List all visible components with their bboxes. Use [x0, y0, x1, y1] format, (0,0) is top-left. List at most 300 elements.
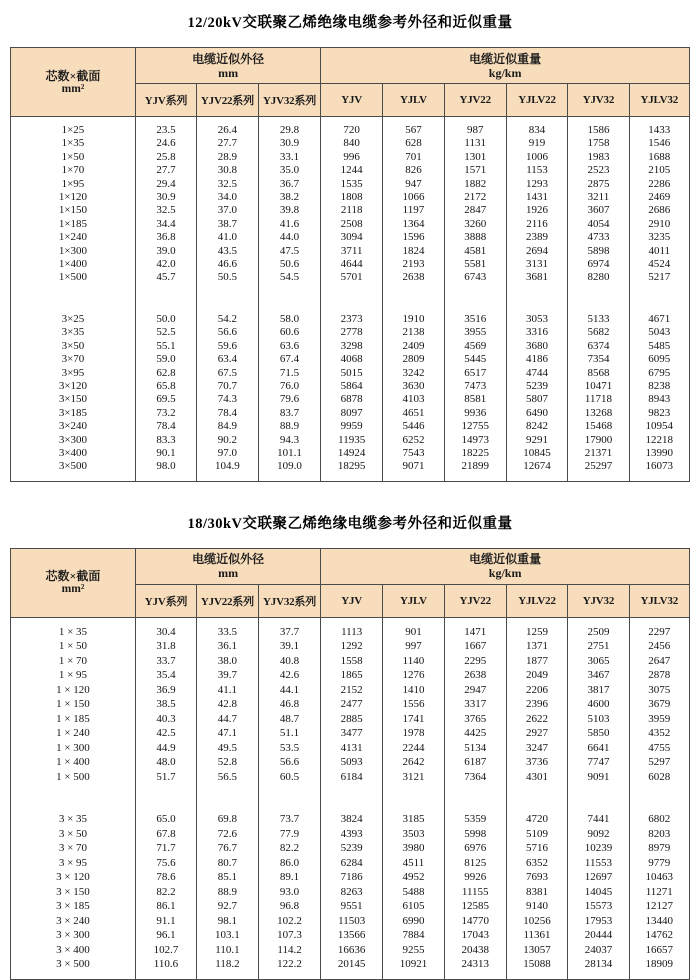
spec-cell: 3×240 — [11, 420, 136, 433]
value-cell: 44.0 — [258, 231, 320, 244]
value-cell: 919 — [506, 137, 568, 150]
value-cell: 2138 — [383, 326, 445, 339]
section-spacer-row — [11, 292, 690, 306]
spec-label: 芯数×截面 — [45, 68, 101, 83]
value-cell: 32.5 — [135, 204, 196, 217]
value-cell: 9092 — [568, 827, 629, 842]
value-cell: 7543 — [383, 447, 445, 460]
value-cell: 6184 — [321, 770, 383, 792]
value-cell: 8581 — [444, 393, 506, 406]
value-cell: 41.1 — [197, 683, 259, 698]
value-cell: 4054 — [568, 218, 629, 231]
value-cell: 3065 — [568, 654, 629, 669]
value-cell: 12697 — [568, 870, 629, 885]
outer-diameter-group-header — [135, 48, 320, 84]
value-cell: 50.6 — [258, 258, 320, 271]
value-cell: 1140 — [383, 654, 445, 669]
value-cell: 1244 — [321, 164, 383, 177]
weight-group-header — [321, 548, 690, 584]
spacer-cell — [506, 292, 568, 306]
value-cell: 52.8 — [197, 755, 259, 770]
spec-cell: 3×35 — [11, 326, 136, 339]
value-cell: 2286 — [629, 178, 690, 191]
value-cell: 21899 — [444, 460, 506, 481]
value-cell: 5239 — [321, 841, 383, 856]
value-cell: 21371 — [568, 447, 629, 460]
value-cell: 2927 — [506, 726, 568, 741]
value-cell: 7884 — [383, 928, 445, 943]
value-cell: 3317 — [444, 697, 506, 712]
value-cell: 44.7 — [197, 712, 259, 727]
value-cell: 59.6 — [197, 340, 259, 353]
subcol-yjv22-series: YJV22系列 — [197, 84, 259, 117]
value-cell: 5359 — [444, 805, 506, 827]
value-cell: 3959 — [629, 712, 690, 727]
table-row — [11, 654, 690, 669]
value-cell: 67.5 — [197, 367, 259, 380]
value-cell: 6795 — [629, 367, 690, 380]
value-cell: 2694 — [506, 245, 568, 258]
value-cell: 4301 — [506, 770, 568, 792]
subcol-yjlv22: YJLV22 — [506, 584, 568, 617]
value-cell: 72.6 — [197, 827, 259, 842]
value-cell: 2638 — [383, 271, 445, 291]
value-cell: 24037 — [568, 943, 629, 958]
spec-column-header — [11, 548, 136, 617]
value-cell: 97.0 — [197, 447, 259, 460]
value-cell: 6641 — [568, 741, 629, 756]
spec-cell: 1×95 — [11, 178, 136, 191]
value-cell: 3711 — [321, 245, 383, 258]
spec-cell: 1×120 — [11, 191, 136, 204]
value-cell: 1667 — [444, 639, 506, 654]
value-cell: 5488 — [383, 885, 445, 900]
value-cell: 1410 — [383, 683, 445, 698]
spacer-cell — [383, 791, 445, 805]
spec-cell: 3×50 — [11, 340, 136, 353]
value-cell: 39.8 — [258, 204, 320, 217]
value-cell: 37.0 — [197, 204, 259, 217]
value-cell: 1558 — [321, 654, 383, 669]
value-cell: 53.5 — [258, 741, 320, 756]
cable-table-18-30kv — [10, 548, 690, 980]
subcol-yjv22-series: YJV22系列 — [197, 584, 259, 617]
value-cell: 33.5 — [197, 617, 259, 639]
value-cell: 2105 — [629, 164, 690, 177]
value-cell: 2878 — [629, 668, 690, 683]
value-cell: 4352 — [629, 726, 690, 741]
value-cell: 83.7 — [258, 407, 320, 420]
value-cell: 76.7 — [197, 841, 259, 856]
value-cell: 43.5 — [197, 245, 259, 258]
value-cell: 13566 — [321, 928, 383, 943]
value-cell: 14762 — [629, 928, 690, 943]
value-cell: 3053 — [506, 306, 568, 326]
value-cell: 5133 — [568, 306, 629, 326]
value-cell: 1978 — [383, 726, 445, 741]
value-cell: 51.1 — [258, 726, 320, 741]
value-cell: 1113 — [321, 617, 383, 639]
value-cell: 5716 — [506, 841, 568, 856]
value-cell: 36.8 — [135, 231, 196, 244]
value-cell: 47.5 — [258, 245, 320, 258]
value-cell: 13990 — [629, 447, 690, 460]
value-cell: 67.4 — [258, 353, 320, 366]
value-cell: 2622 — [506, 712, 568, 727]
table-title-12-20kv: 12/20kV交联聚乙烯绝缘电缆参考外径和近似重量 — [187, 15, 513, 31]
value-cell: 102.2 — [258, 914, 320, 929]
value-cell: 9779 — [629, 856, 690, 871]
spacer-cell — [444, 791, 506, 805]
value-cell: 89.1 — [258, 870, 320, 885]
table-row — [11, 805, 690, 827]
value-cell: 30.8 — [197, 164, 259, 177]
value-cell: 12674 — [506, 460, 568, 481]
weight-unit: kg/km — [488, 566, 522, 581]
value-cell: 4011 — [629, 245, 690, 258]
spacer-cell — [444, 292, 506, 306]
value-cell: 2396 — [506, 697, 568, 712]
table-row — [11, 117, 690, 138]
value-cell: 2751 — [568, 639, 629, 654]
value-cell: 3817 — [568, 683, 629, 698]
table-title-18-30kv: 18/30kV交联聚乙烯绝缘电缆参考外径和近似重量 — [187, 515, 513, 532]
spacer-cell — [258, 292, 320, 306]
value-cell: 31.8 — [135, 639, 196, 654]
value-cell: 48.0 — [135, 755, 196, 770]
value-cell: 2193 — [383, 258, 445, 271]
value-cell: 3121 — [383, 770, 445, 792]
value-cell: 26.4 — [197, 117, 259, 138]
value-cell: 12218 — [629, 434, 690, 447]
spec-cell: 1 × 300 — [11, 741, 136, 756]
weight-label: 电缆近似重量 — [469, 51, 542, 66]
value-cell: 3765 — [444, 712, 506, 727]
spec-cell: 1×400 — [11, 258, 136, 271]
value-cell: 5103 — [568, 712, 629, 727]
value-cell: 7441 — [568, 805, 629, 827]
spec-unit: mm² — [61, 82, 85, 95]
value-cell: 9071 — [383, 460, 445, 481]
value-cell: 2847 — [444, 204, 506, 217]
value-cell: 59.0 — [135, 353, 196, 366]
value-cell: 78.4 — [197, 407, 259, 420]
spacer-cell — [506, 791, 568, 805]
value-cell: 69.8 — [197, 805, 259, 827]
table-row — [11, 204, 690, 217]
value-cell: 2508 — [321, 218, 383, 231]
value-cell: 14045 — [568, 885, 629, 900]
value-cell: 2885 — [321, 712, 383, 727]
table-row — [11, 306, 690, 326]
spacer-cell — [197, 791, 259, 805]
value-cell: 4651 — [383, 407, 445, 420]
value-cell: 10845 — [506, 447, 568, 460]
value-cell: 7747 — [568, 755, 629, 770]
table-row — [11, 683, 690, 698]
value-cell: 1910 — [383, 306, 445, 326]
value-cell: 1596 — [383, 231, 445, 244]
table-row — [11, 639, 690, 654]
spacer-cell — [11, 292, 136, 306]
value-cell: 701 — [383, 151, 445, 164]
value-cell: 6284 — [321, 856, 383, 871]
value-cell: 1586 — [568, 117, 629, 138]
value-cell: 6028 — [629, 770, 690, 792]
value-cell: 3681 — [506, 271, 568, 291]
table-row — [11, 726, 690, 741]
value-cell: 76.0 — [258, 380, 320, 393]
value-cell: 3680 — [506, 340, 568, 353]
table-row — [11, 885, 690, 900]
value-cell: 9551 — [321, 899, 383, 914]
subcol-yjv: YJV — [321, 584, 383, 617]
value-cell: 85.1 — [197, 870, 259, 885]
value-cell: 92.7 — [197, 899, 259, 914]
subcol-yjlv22: YJLV22 — [506, 84, 568, 117]
value-cell: 3888 — [444, 231, 506, 244]
value-cell: 3316 — [506, 326, 568, 339]
value-cell: 102.7 — [135, 943, 196, 958]
value-cell: 33.1 — [258, 151, 320, 164]
value-cell: 28.9 — [197, 151, 259, 164]
value-cell: 7364 — [444, 770, 506, 792]
value-cell: 5446 — [383, 420, 445, 433]
value-cell: 2244 — [383, 741, 445, 756]
value-cell: 63.6 — [258, 340, 320, 353]
value-cell: 5864 — [321, 380, 383, 393]
value-cell: 58.0 — [258, 306, 320, 326]
value-cell: 12755 — [444, 420, 506, 433]
value-cell: 90.1 — [135, 447, 196, 460]
value-cell: 38.5 — [135, 697, 196, 712]
value-cell: 6802 — [629, 805, 690, 827]
value-cell: 5701 — [321, 271, 383, 291]
value-cell: 9926 — [444, 870, 506, 885]
value-cell: 40.3 — [135, 712, 196, 727]
spec-cell: 3×185 — [11, 407, 136, 420]
value-cell: 5297 — [629, 755, 690, 770]
spec-unit: mm² — [61, 583, 85, 596]
value-cell: 16657 — [629, 943, 690, 958]
value-cell: 1882 — [444, 178, 506, 191]
value-cell: 6252 — [383, 434, 445, 447]
value-cell: 10954 — [629, 420, 690, 433]
value-cell: 9823 — [629, 407, 690, 420]
value-cell: 2875 — [568, 178, 629, 191]
spec-cell: 3 × 300 — [11, 928, 136, 943]
value-cell: 83.3 — [135, 434, 196, 447]
value-cell: 15468 — [568, 420, 629, 433]
value-cell: 1371 — [506, 639, 568, 654]
value-cell: 48.7 — [258, 712, 320, 727]
value-cell: 997 — [383, 639, 445, 654]
value-cell: 4581 — [444, 245, 506, 258]
value-cell: 2389 — [506, 231, 568, 244]
value-cell: 3131 — [506, 258, 568, 271]
value-cell: 2456 — [629, 639, 690, 654]
table-row — [11, 137, 690, 150]
value-cell: 11503 — [321, 914, 383, 929]
spec-cell: 1×185 — [11, 218, 136, 231]
spec-cell: 1 × 120 — [11, 683, 136, 698]
value-cell: 96.1 — [135, 928, 196, 943]
value-cell: 35.4 — [135, 668, 196, 683]
value-cell: 42.6 — [258, 668, 320, 683]
spec-cell: 1×25 — [11, 117, 136, 138]
table-row — [11, 340, 690, 353]
value-cell: 4671 — [629, 306, 690, 326]
value-cell: 3679 — [629, 697, 690, 712]
table-row — [11, 741, 690, 756]
value-cell: 27.7 — [197, 137, 259, 150]
value-cell: 1546 — [629, 137, 690, 150]
value-cell: 38.7 — [197, 218, 259, 231]
spec-cell: 3 × 500 — [11, 957, 136, 979]
value-cell: 4569 — [444, 340, 506, 353]
value-cell: 73.2 — [135, 407, 196, 420]
value-cell: 4952 — [383, 870, 445, 885]
value-cell: 5239 — [506, 380, 568, 393]
subcol-yjv32-series: YJV32系列 — [258, 84, 320, 117]
value-cell: 3260 — [444, 218, 506, 231]
value-cell: 16636 — [321, 943, 383, 958]
value-cell: 25.8 — [135, 151, 196, 164]
value-cell: 1877 — [506, 654, 568, 669]
value-cell: 39.0 — [135, 245, 196, 258]
value-cell: 56.6 — [258, 755, 320, 770]
value-cell: 5581 — [444, 258, 506, 271]
value-cell: 901 — [383, 617, 445, 639]
table-row — [11, 957, 690, 979]
value-cell: 36.9 — [135, 683, 196, 698]
spec-cell: 3 × 35 — [11, 805, 136, 827]
value-cell: 7473 — [444, 380, 506, 393]
table-row — [11, 827, 690, 842]
value-cell: 103.1 — [197, 928, 259, 943]
value-cell: 30.9 — [135, 191, 196, 204]
value-cell: 4744 — [506, 367, 568, 380]
spacer-cell — [11, 791, 136, 805]
value-cell: 86.0 — [258, 856, 320, 871]
value-cell: 2642 — [383, 755, 445, 770]
value-cell: 5217 — [629, 271, 690, 291]
value-cell: 101.1 — [258, 447, 320, 460]
table-row — [11, 420, 690, 433]
spec-cell: 1×240 — [11, 231, 136, 244]
spec-cell: 3 × 185 — [11, 899, 136, 914]
subcol-yjlv32: YJLV32 — [629, 84, 690, 117]
value-cell: 3955 — [444, 326, 506, 339]
value-cell: 3242 — [383, 367, 445, 380]
value-cell: 3298 — [321, 340, 383, 353]
value-cell: 8263 — [321, 885, 383, 900]
table-row — [11, 367, 690, 380]
spec-cell: 1 × 240 — [11, 726, 136, 741]
value-cell: 8238 — [629, 380, 690, 393]
value-cell: 834 — [506, 117, 568, 138]
value-cell: 25297 — [568, 460, 629, 481]
value-cell: 17953 — [568, 914, 629, 929]
value-cell: 2509 — [568, 617, 629, 639]
value-cell: 2947 — [444, 683, 506, 698]
spacer-cell — [568, 292, 629, 306]
value-cell: 88.9 — [197, 885, 259, 900]
value-cell: 96.8 — [258, 899, 320, 914]
value-cell: 5682 — [568, 326, 629, 339]
value-cell: 40.8 — [258, 654, 320, 669]
value-cell: 5807 — [506, 393, 568, 406]
value-cell: 9255 — [383, 943, 445, 958]
value-cell: 4524 — [629, 258, 690, 271]
value-cell: 3824 — [321, 805, 383, 827]
spec-label: 芯数×截面 — [45, 569, 101, 584]
value-cell: 51.7 — [135, 770, 196, 792]
spec-cell: 1 × 150 — [11, 697, 136, 712]
spacer-cell — [383, 292, 445, 306]
value-cell: 44.1 — [258, 683, 320, 698]
spec-cell: 3×95 — [11, 367, 136, 380]
value-cell: 65.8 — [135, 380, 196, 393]
value-cell: 90.2 — [197, 434, 259, 447]
value-cell: 32.5 — [197, 178, 259, 191]
table-row — [11, 770, 690, 792]
table-row — [11, 617, 690, 639]
value-cell: 7354 — [568, 353, 629, 366]
value-cell: 24.6 — [135, 137, 196, 150]
value-cell: 36.7 — [258, 178, 320, 191]
value-cell: 6105 — [383, 899, 445, 914]
value-cell: 91.1 — [135, 914, 196, 929]
value-cell: 50.0 — [135, 306, 196, 326]
value-cell: 79.6 — [258, 393, 320, 406]
value-cell: 826 — [383, 164, 445, 177]
table-row — [11, 380, 690, 393]
value-cell: 67.8 — [135, 827, 196, 842]
spec-cell: 3×150 — [11, 393, 136, 406]
spec-cell: 3×300 — [11, 434, 136, 447]
subcol-yjlv: YJLV — [383, 84, 445, 117]
value-cell: 1293 — [506, 178, 568, 191]
value-cell: 840 — [321, 137, 383, 150]
subcol-yjv-series: YJV系列 — [135, 584, 196, 617]
value-cell: 5998 — [444, 827, 506, 842]
value-cell: 3185 — [383, 805, 445, 827]
spec-cell: 3×500 — [11, 460, 136, 481]
value-cell: 5093 — [321, 755, 383, 770]
value-cell: 8568 — [568, 367, 629, 380]
value-cell: 1983 — [568, 151, 629, 164]
value-cell: 6974 — [568, 258, 629, 271]
value-cell: 1301 — [444, 151, 506, 164]
value-cell: 1556 — [383, 697, 445, 712]
value-cell: 74.3 — [197, 393, 259, 406]
value-cell: 5445 — [444, 353, 506, 366]
value-cell: 42.8 — [197, 697, 259, 712]
value-cell: 38.2 — [258, 191, 320, 204]
spacer-cell — [629, 292, 690, 306]
table-row — [11, 164, 690, 177]
value-cell: 3211 — [568, 191, 629, 204]
value-cell: 2469 — [629, 191, 690, 204]
value-cell: 42.0 — [135, 258, 196, 271]
value-cell: 4131 — [321, 741, 383, 756]
value-cell: 3607 — [568, 204, 629, 217]
value-cell: 6878 — [321, 393, 383, 406]
value-cell: 6352 — [506, 856, 568, 871]
spec-cell: 1×50 — [11, 151, 136, 164]
table-row — [11, 712, 690, 727]
